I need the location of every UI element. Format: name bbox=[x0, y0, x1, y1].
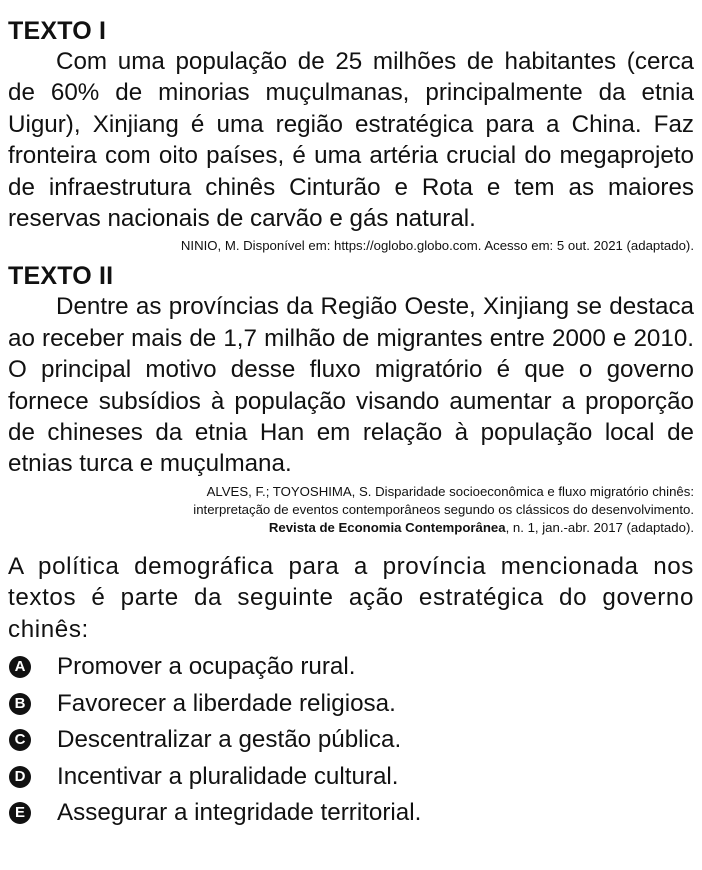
texto-2-heading: TEXTO II bbox=[8, 262, 114, 291]
option-c-letter-icon: C bbox=[9, 729, 31, 751]
option-d[interactable] bbox=[8, 759, 694, 796]
texto-2-source-line-1: ALVES, F.; TOYOSHIMA, S. Disparidade socioeconômica e fluxo migratório chinês: bbox=[206, 483, 694, 499]
option-a-letter-icon: A bbox=[9, 656, 31, 678]
option-c-text: Descentralizar a gestão pública. bbox=[57, 726, 402, 754]
texto-2-source-line-2: interpretação de eventos contemporâneos segundo os clássicos do desenvolvimento. bbox=[193, 501, 694, 517]
texto-2-source-rest: , n. 1, jan.-abr. 2017 (adaptado). bbox=[505, 519, 694, 535]
option-e-letter-icon: E bbox=[9, 802, 31, 824]
texto-1-heading: TEXTO I bbox=[8, 17, 107, 45]
option-e-text: Assegurar a integridade territorial. bbox=[57, 799, 422, 827]
texto-1-body: Com uma população de 25 milhões de habitantes (cerca de 60% de minorias muçulmanas, principalmente da etnia Uigur), Xinjiang é uma região estratégica para a China. Faz fronteira com oito países, é uma artéria crucial do megaprojeto de infraestrutura chinês Cinturão e Rota e tem as maiores reservas nacionais de carvão e gás natural. bbox=[8, 48, 694, 233]
option-b-text: Favorecer a liberdade religiosa. bbox=[57, 689, 396, 717]
answer-options bbox=[8, 649, 694, 832]
texto-2-body: Dentre as províncias da Região Oeste, Xinjiang se destaca ao receber mais de 1,7 milhão de migrantes entre 2000 e 2010. O principal motivo desse fluxo migratório é que o governo fornece subsídios à população visando aumentar a proporção de chineses da etnia Han em relação à população local de etnias turca e muçulmana. bbox=[8, 293, 694, 478]
option-a-text: Promover a ocupação rural. bbox=[57, 653, 356, 681]
texto-2-source-line-3 bbox=[8, 519, 694, 537]
option-c[interactable] bbox=[8, 722, 694, 759]
option-b[interactable] bbox=[8, 686, 694, 723]
question-stem: A política demográfica para a província mencionada nos textos é parte da seguinte ação estratégica do governo chinês: bbox=[8, 552, 694, 643]
texto-2-source-journal: Revista de Economia Contemporânea bbox=[268, 519, 506, 535]
option-b-letter-icon: B bbox=[9, 693, 31, 715]
option-e[interactable] bbox=[8, 795, 694, 832]
texto-1-source: NINIO, M. Disponível em: https://oglobo.globo.com. Acesso em: 5 out. 2021 (adaptado). bbox=[180, 238, 694, 254]
option-d-letter-icon: D bbox=[9, 766, 31, 788]
option-a[interactable] bbox=[8, 649, 694, 686]
option-d-text: Incentivar a pluralidade cultural. bbox=[57, 762, 399, 790]
texto-2-source bbox=[8, 483, 694, 537]
